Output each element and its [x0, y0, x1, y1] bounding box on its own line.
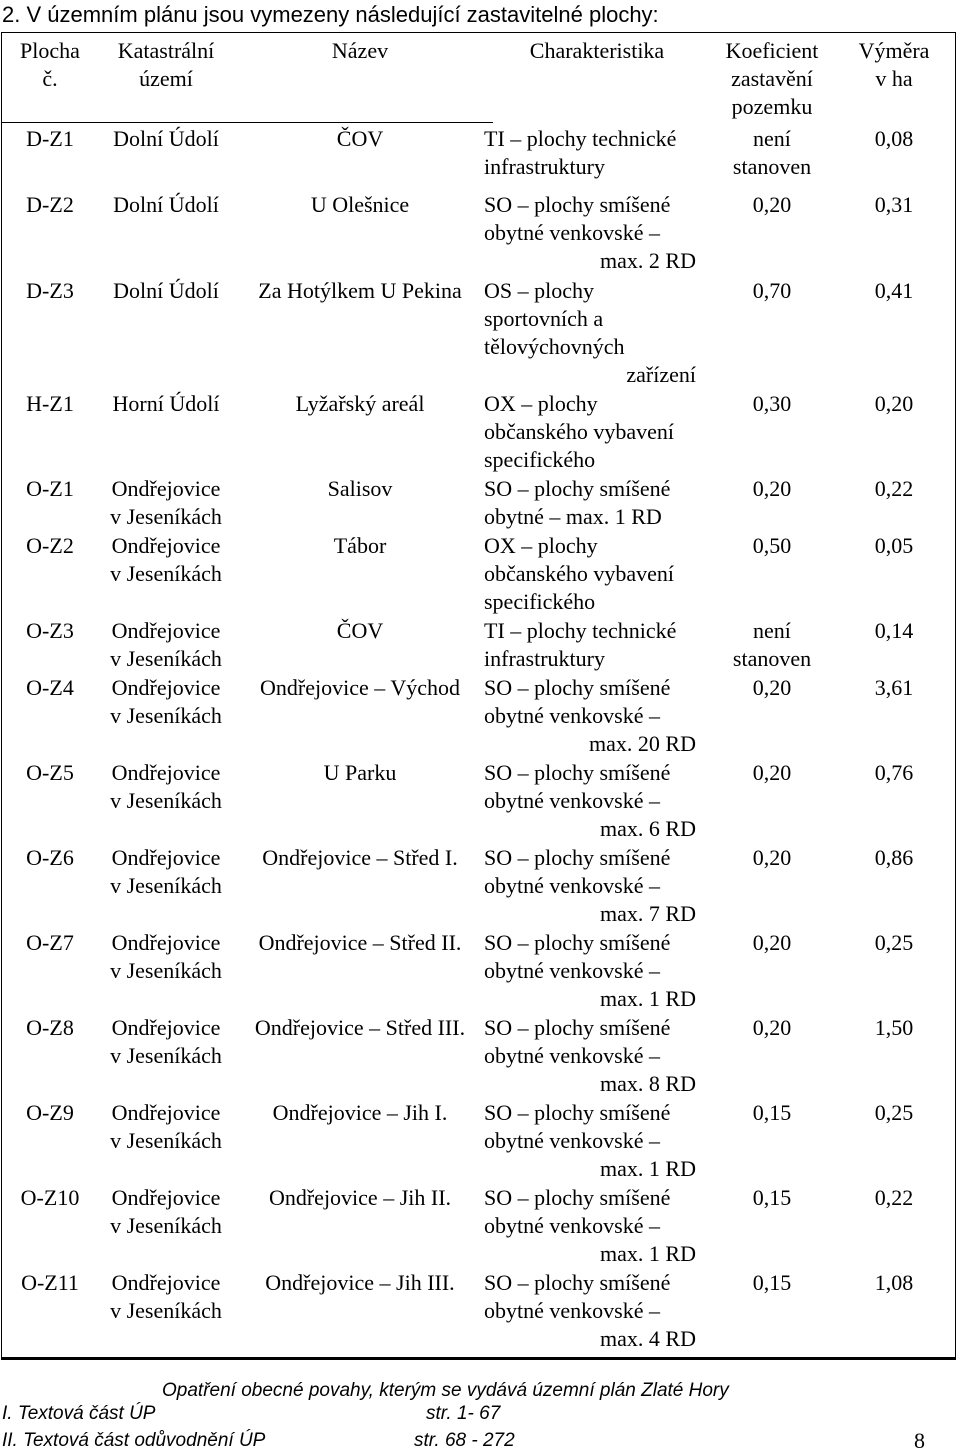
cell-koef-line: 0,15	[752, 1270, 792, 1295]
cell-ku-line: Ondřejovice	[111, 618, 221, 643]
cell-koef	[710, 1269, 834, 1354]
table-row	[4, 759, 954, 844]
cell-ku-line: v Jeseníkách	[110, 561, 222, 586]
cell-char-line: zařízení	[626, 362, 696, 387]
cell-char	[484, 1269, 710, 1354]
cell-char-line: max. 8 RD	[600, 1071, 696, 1096]
cell-name: U Olešnice	[310, 192, 410, 217]
cell-ku	[96, 1014, 236, 1099]
cell-ku-line: v Jeseníkách	[110, 958, 222, 983]
cell-char	[484, 532, 710, 617]
col-header-vymera-line2: v ha	[875, 66, 913, 91]
cell-char	[484, 674, 710, 759]
section-heading: 2. V územním plánu jsou vymezeny následující zastavitelné plochy:	[2, 2, 659, 27]
cell-char-line: SO – plochy smíšené	[484, 760, 671, 785]
cell-ku-line: Ondřejovice	[111, 930, 221, 955]
cell-koef	[710, 844, 834, 929]
cell-char	[484, 1099, 710, 1184]
cell-char-line: infrastruktury	[484, 154, 605, 179]
cell-ku	[96, 532, 236, 617]
cell-id: O-Z10	[20, 1185, 80, 1210]
cell-char-line: OX – plochy	[484, 391, 598, 416]
cell-ku-line: v Jeseníkách	[110, 1043, 222, 1068]
page-number: 8	[914, 1428, 925, 1453]
cell-char-line: TI – plochy technické	[484, 126, 677, 151]
cell-name: Za Hotýlkem U Pekina	[258, 278, 462, 303]
cell-ku-line: Ondřejovice	[111, 675, 221, 700]
cell-char	[484, 1014, 710, 1099]
cell-char	[484, 617, 710, 674]
cell-ku	[96, 1099, 236, 1184]
cell-char	[484, 191, 710, 277]
table-row	[4, 390, 954, 475]
cell-koef	[710, 390, 834, 475]
cell-ku-line: v Jeseníkách	[110, 788, 222, 813]
cell-char	[484, 844, 710, 929]
cell-id: O-Z6	[26, 845, 74, 870]
cell-ku-line: v Jeseníkách	[110, 1298, 222, 1323]
cell-koef-line: není	[753, 126, 791, 151]
cell-vymera: 0,76	[874, 760, 914, 785]
cell-char-line: max. 6 RD	[600, 816, 696, 841]
cell-char-line: max. 1 RD	[600, 1156, 696, 1181]
cell-ku-line: Ondřejovice	[111, 476, 221, 501]
col-header-name	[236, 37, 484, 125]
cell-vymera: 0,22	[874, 476, 914, 501]
cell-id: O-Z1	[26, 476, 74, 501]
cell-char	[484, 125, 710, 191]
col-header-koef	[710, 37, 834, 125]
cell-koef-line: 0,20	[752, 476, 792, 501]
cell-id: O-Z5	[26, 760, 74, 785]
cell-char-line: OS – plochy	[484, 278, 594, 303]
cell-char-line: max. 1 RD	[600, 986, 696, 1011]
col-header-id-line2: č.	[42, 66, 58, 91]
cell-ku-line: Ondřejovice	[111, 1270, 221, 1295]
cell-char	[484, 390, 710, 475]
cell-ku	[96, 929, 236, 1014]
cell-vymera: 0,86	[874, 845, 914, 870]
cell-id: O-Z7	[26, 930, 74, 955]
cell-vymera: 0,08	[874, 126, 914, 151]
cell-koef	[710, 1014, 834, 1099]
cell-koef	[710, 617, 834, 674]
cell-name: Ondřejovice – Jih III.	[265, 1270, 455, 1295]
cell-char-line: OX – plochy	[484, 533, 598, 558]
cell-char-line: tělovýchovných	[484, 334, 625, 359]
table-header-row	[4, 37, 954, 125]
footer-part2-label: II. Textová část odůvodnění ÚP	[2, 1430, 266, 1451]
cell-ku-line: v Jeseníkách	[110, 504, 222, 529]
table-row	[4, 532, 954, 617]
cell-ku	[96, 125, 236, 191]
cell-id: O-Z11	[21, 1270, 79, 1295]
cell-koef	[710, 191, 834, 277]
col-header-vymera-line1: Výměra	[858, 38, 930, 63]
cell-char-line: SO – plochy smíšené	[484, 1100, 671, 1125]
cell-koef-line: 0,15	[752, 1185, 792, 1210]
cell-id: D-Z2	[26, 192, 74, 217]
cell-ku	[96, 1184, 236, 1269]
cell-koef-line: 0,20	[752, 760, 792, 785]
cell-char-line: infrastruktury	[484, 646, 605, 671]
cell-char	[484, 1184, 710, 1269]
cell-char-line: obytné venkovské –	[484, 873, 660, 898]
cell-char-line: obytné – max. 1 RD	[484, 504, 662, 529]
cell-vymera: 0,05	[874, 533, 914, 558]
cell-koef-line: 0,20	[752, 192, 792, 217]
cell-char-line: obytné venkovské –	[484, 958, 660, 983]
cell-char	[484, 475, 710, 532]
cell-ku-line: Ondřejovice	[111, 1015, 221, 1040]
cell-koef	[710, 125, 834, 191]
cell-vymera: 0,31	[874, 192, 914, 217]
col-header-vymera	[834, 37, 954, 125]
cell-ku-line: v Jeseníkách	[110, 703, 222, 728]
col-header-ku-line2: území	[139, 66, 193, 91]
cell-ku	[96, 1269, 236, 1354]
cell-char-line: obytné venkovské –	[484, 703, 660, 728]
cell-id: H-Z1	[26, 391, 74, 416]
cell-vymera: 0,41	[874, 278, 914, 303]
cell-char-line: max. 2 RD	[600, 248, 696, 273]
cell-char-line: specifického	[484, 447, 596, 472]
cell-koef-line: není	[753, 618, 791, 643]
cell-vymera: 0,25	[874, 1100, 914, 1125]
col-header-koef-line2: zastavění	[731, 66, 813, 91]
cell-koef-line: 0,15	[752, 1100, 792, 1125]
cell-id: D-Z1	[26, 126, 74, 151]
cell-char-line: max. 7 RD	[600, 901, 696, 926]
cell-vymera: 3,61	[874, 675, 914, 700]
cell-char-line: obytné venkovské –	[484, 788, 660, 813]
cell-koef	[710, 929, 834, 1014]
footer-part1-pages: str. 1- 67	[426, 1403, 501, 1424]
cell-koef-line: 0,20	[752, 930, 792, 955]
cell-char-line: SO – plochy smíšené	[484, 476, 671, 501]
col-header-koef-line3: pozemku	[731, 94, 813, 119]
cell-koef	[710, 532, 834, 617]
cell-vymera: 0,20	[874, 391, 914, 416]
cell-vymera: 1,50	[874, 1015, 914, 1040]
cell-char-line: obytné venkovské –	[484, 1298, 660, 1323]
table-row	[4, 1269, 954, 1354]
cell-ku	[96, 191, 236, 277]
table-row	[4, 1099, 954, 1184]
cell-char-line: SO – plochy smíšené	[484, 1185, 671, 1210]
table-row	[4, 929, 954, 1014]
cell-char-line: max. 20 RD	[589, 731, 696, 756]
cell-id: O-Z9	[26, 1100, 74, 1125]
cell-name: ČOV	[336, 126, 384, 151]
cell-char	[484, 929, 710, 1014]
cell-ku-line: Dolní Údolí	[113, 278, 219, 303]
cell-ku-line: v Jeseníkách	[110, 1128, 222, 1153]
table-row	[4, 1014, 954, 1099]
cell-char-line: max. 4 RD	[600, 1326, 696, 1351]
cell-char	[484, 277, 710, 390]
cell-char-line: max. 1 RD	[600, 1241, 696, 1266]
cell-ku-line: Ondřejovice	[111, 1100, 221, 1125]
cell-name: Ondřejovice – Východ	[260, 675, 460, 700]
col-header-id	[4, 37, 96, 125]
cell-ku-line: Ondřejovice	[111, 533, 221, 558]
cell-koef	[710, 1099, 834, 1184]
col-header-koef-line1: Koeficient	[725, 38, 819, 63]
cell-name: U Parku	[323, 760, 397, 785]
cell-char-line: občanského vybavení	[484, 561, 674, 586]
footer-part1-label: I. Textová část ÚP	[2, 1403, 156, 1424]
cell-ku	[96, 390, 236, 475]
cell-koef-line: 0,70	[752, 278, 792, 303]
col-header-char	[484, 37, 710, 125]
zones-table-body	[4, 125, 954, 1354]
cell-ku	[96, 759, 236, 844]
cell-ku	[96, 475, 236, 532]
col-header-ku	[96, 37, 236, 125]
cell-ku-line: Dolní Údolí	[113, 192, 219, 217]
cell-ku	[96, 277, 236, 390]
cell-char-line: SO – plochy smíšené	[484, 1015, 671, 1040]
cell-ku-line: Dolní Údolí	[113, 126, 219, 151]
col-header-id-line1: Plocha	[20, 38, 80, 63]
cell-vymera: 0,25	[874, 930, 914, 955]
footer-title: Opatření obecné povahy, kterým se vydává územní plán Zlaté Hory	[162, 1380, 729, 1401]
cell-vymera: 1,08	[874, 1270, 914, 1295]
cell-ku	[96, 617, 236, 674]
cell-char-line: SO – plochy smíšené	[484, 845, 671, 870]
cell-name: Tábor	[333, 533, 387, 558]
cell-vymera: 0,22	[874, 1185, 914, 1210]
cell-name: ČOV	[336, 618, 384, 643]
cell-char-line: specifického	[484, 589, 596, 614]
cell-char-line: SO – plochy smíšené	[484, 930, 671, 955]
cell-ku-line: Ondřejovice	[111, 845, 221, 870]
cell-ku-line: Horní Údolí	[112, 391, 220, 416]
cell-char-line: obytné venkovské –	[484, 220, 660, 245]
cell-name: Ondřejovice – Jih I.	[272, 1100, 448, 1125]
cell-char-line: obytné venkovské –	[484, 1128, 660, 1153]
cell-koef-line: 0,20	[752, 845, 792, 870]
cell-char-line: obytné venkovské –	[484, 1043, 660, 1068]
cell-name: Ondřejovice – Jih II.	[268, 1185, 452, 1210]
table-row	[4, 844, 954, 929]
cell-ku-line: v Jeseníkách	[110, 1213, 222, 1238]
cell-char-line: SO – plochy smíšené	[484, 1270, 671, 1295]
table-row	[4, 617, 954, 674]
cell-koef-line: 0,30	[752, 391, 792, 416]
cell-ku-line: Ondřejovice	[111, 760, 221, 785]
cell-koef	[710, 475, 834, 532]
cell-name: Ondřejovice – Střed I.	[262, 845, 458, 870]
cell-char-line: TI – plochy technické	[484, 618, 677, 643]
col-header-ku-line1: Katastrální	[117, 38, 215, 63]
cell-id: O-Z8	[26, 1015, 74, 1040]
cell-koef-line: stanoven	[732, 646, 812, 671]
table-row	[4, 1184, 954, 1269]
cell-ku-line: v Jeseníkách	[110, 873, 222, 898]
cell-char-line: občanského vybavení	[484, 419, 674, 444]
cell-koef	[710, 1184, 834, 1269]
cell-char-line: SO – plochy smíšené	[484, 192, 671, 217]
cell-ku-line: v Jeseníkách	[110, 646, 222, 671]
table-row	[4, 191, 954, 277]
cell-ku	[96, 844, 236, 929]
bottom-rule	[1, 1357, 956, 1360]
cell-koef-line: 0,20	[752, 675, 792, 700]
cell-char-line: sportovních a	[484, 306, 604, 331]
zones-table	[4, 37, 954, 1354]
cell-char-line: SO – plochy smíšené	[484, 675, 671, 700]
footer-part2-pages: str. 68 - 272	[414, 1430, 515, 1451]
cell-koef-line: stanoven	[732, 154, 812, 179]
cell-koef-line: 0,20	[752, 1015, 792, 1040]
cell-id: O-Z2	[26, 533, 74, 558]
cell-name: Ondřejovice – Střed II.	[258, 930, 462, 955]
cell-koef-line: 0,50	[752, 533, 792, 558]
table-row	[4, 674, 954, 759]
cell-id: D-Z3	[26, 278, 74, 303]
cell-name: Ondřejovice – Střed III.	[254, 1015, 466, 1040]
cell-name: Lyžařský areál	[295, 391, 425, 416]
col-header-name-text: Název	[331, 38, 389, 63]
cell-koef	[710, 759, 834, 844]
col-header-char-text: Charakteristika	[529, 38, 665, 63]
cell-koef	[710, 277, 834, 390]
cell-ku-line: Ondřejovice	[111, 1185, 221, 1210]
cell-name: Salisov	[327, 476, 393, 501]
cell-id: O-Z3	[26, 618, 74, 643]
table-row	[4, 475, 954, 532]
cell-koef	[710, 674, 834, 759]
cell-id: O-Z4	[26, 675, 74, 700]
table-row	[4, 125, 954, 191]
cell-ku	[96, 674, 236, 759]
cell-vymera: 0,14	[874, 618, 914, 643]
table-row	[4, 277, 954, 390]
cell-char	[484, 759, 710, 844]
cell-char-line: obytné venkovské –	[484, 1213, 660, 1238]
